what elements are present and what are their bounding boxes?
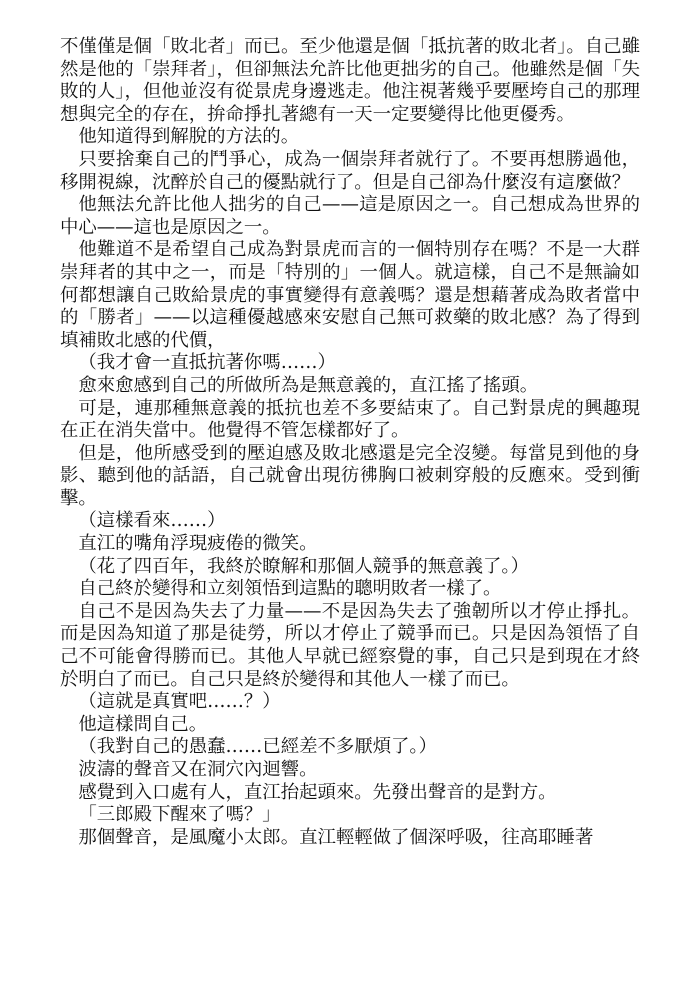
- novel-page: [60, 36, 640, 849]
- paragraph-16: 他這樣問自己。: [78, 713, 208, 735]
- paragraph-9: 但是，他所感受到的壓迫感及敗北感還是完全沒變。每當見到他的身影、聽到他的話語，自己就會出現彷彿胸口被刺穿般的反應來。受到衝擊。: [60, 442, 640, 509]
- inner-thought-4: （這就是真實吧……？）: [78, 691, 281, 713]
- paragraph-14: 自己不是因為失去了力量——不是因為失去了強韌所以才停止掙扎。而是因為知道了那是徒勞，所以才停止了競爭而已。只是因為領悟了自己不可能會得勝而已。其他人早就已經察覺的事，自己只是到現在才終於明白了而已。自己只是終於變得和其他人一樣了而已。: [60, 600, 640, 690]
- paragraph-13: 自己終於變得和立刻領悟到這點的聰明敗者一樣了。: [78, 578, 502, 600]
- inner-thought-5: （我對自己的愚蠢……已經差不多厭煩了。）: [78, 736, 438, 758]
- paragraph-18: 波濤的聲音又在洞穴內迴響。: [78, 759, 318, 780]
- paragraph-5: 他難道不是希望自己成為對景虎而言的一個特別存在嗎？不是一大群崇拜者的其中之一，而是「特別的」一個人。就這樣，自己不是無論如何都想讓自己敗給景虎的事實變得有意義嗎？還是想藉著成為敗者當中的「勝者」——以這種優越感來安慰自己無可救藥的敗北感？為了得到填補敗北感的代價，: [60, 239, 640, 351]
- paragraph-2: 他知道得到解脫的方法的。: [78, 126, 300, 148]
- inner-thought-2: （這樣看來……）: [78, 510, 226, 532]
- paragraph-1: 不僅僅是個「敗北者」而已。至少他還是個「抵抗著的敗北者」。自己雖然是他的「崇拜者」，但卻無法允許比他更拙劣的自己。他雖然是個「失敗的人」，但他並沒有從景虎身邊逃走。他注視著幾乎要壓垮自己的那理想與完全的存在，拚命掙扎著總有一天一定要變得比他更優秀。: [60, 36, 640, 125]
- dialogue-line: 「三郎殿下醒來了嗎？」: [78, 804, 281, 826]
- paragraph-3: 只要捨棄自己的鬥爭心，成為一個崇拜者就行了。不要再想勝過他，移開視線，沈醉於自己的優點就行了。但是自己卻為什麼沒有這麼做？: [60, 148, 640, 193]
- paragraph-11: 直江的嘴角浮現疲倦的微笑。: [78, 533, 318, 555]
- inner-thought-3: （花了四百年，我終於瞭解和那個人競爭的無意義了。）: [78, 555, 529, 577]
- paragraph-19: 感覺到入口處有人，直江抬起頭來。先發出聲音的是對方。: [78, 781, 557, 803]
- paragraph-7: 愈來愈感到自己的所做所為是無意義的，直江搖了搖頭。: [78, 374, 539, 396]
- paragraph-21: 那個聲音，是風魔小太郎。直江輕輕做了個深呼吸，往高耶睡著: [78, 826, 594, 848]
- paragraph-4: 他無法允許比他人拙劣的自己——這是原因之一。自己想成為世界的中心——這也是原因之一。: [60, 194, 640, 238]
- inner-thought-1: （我才會一直抵抗著你嗎……）: [78, 352, 336, 374]
- paragraph-8: 可是，連那種無意義的抵抗也差不多要結束了。自己對景虎的興趣現在正在消失當中。他覺得不管怎樣都好了。: [60, 397, 640, 442]
